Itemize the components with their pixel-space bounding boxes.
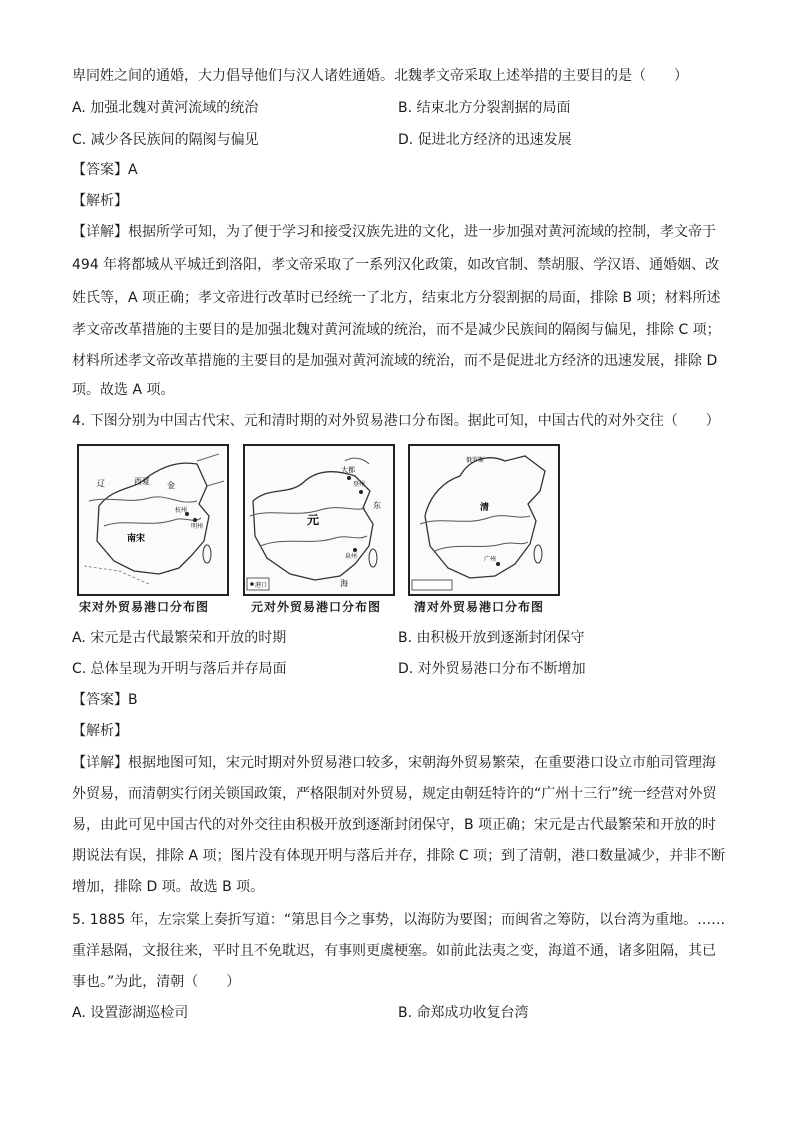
yuan-map-label: 登州 bbox=[353, 481, 366, 488]
q5-option-a: A. 设置澎湖巡检司 bbox=[72, 1005, 189, 1021]
q5-option-b: B. 命郑成功收复台湾 bbox=[398, 1005, 529, 1021]
qing-map-drawing bbox=[410, 446, 558, 594]
q3-detail-line: 494 年将都城从平城迁到洛阳，孝文帝采取了一系列汉化政策，如改官制、禁胡服、学汉语、通婚姻、改 bbox=[72, 257, 720, 273]
q5-stem-line: 事也。”为此，清朝（ ） bbox=[72, 974, 241, 990]
q4-option-a: A. 宋元是古代最繁荣和开放的时期 bbox=[72, 630, 287, 646]
yuan-map-label: 东 bbox=[373, 501, 381, 510]
yuan-map-label: 大都 bbox=[341, 466, 355, 474]
q3-detail-line: 项。故选 A 项。 bbox=[72, 382, 175, 398]
q3-stem: 卑同姓之间的通婚，大力倡导他们与汉人诸姓通婚。北魏孝文帝采取上述举措的主要目的是（ ） bbox=[72, 68, 688, 84]
q4-detail-line: 增加，排除 D 项。故选 B 项。 bbox=[72, 879, 265, 895]
q4-detail-line: 【详解】根据地图可知，宋元时期对外贸易港口较多，宋朝海外贸易繁荣，在重要港口设立市舶司管理海 bbox=[72, 755, 716, 771]
song-map-drawing bbox=[79, 446, 227, 594]
song-map-label: 杭州 bbox=[175, 507, 188, 514]
song-map-label: 西夏 bbox=[134, 477, 150, 486]
q5-stem-line: 重洋悬隔，文报往来，平时且不免耽迟，有事则更虞梗塞。如前此法夷之变，海道不通，诸多阻隔，其已 bbox=[72, 943, 716, 959]
qing-map-label: 俄罗斯 bbox=[466, 457, 485, 464]
q3-analysis-label: 【解析】 bbox=[72, 193, 128, 209]
q4-detail-line: 外贸易，而清朝实行闭关锁国政策，严格限制对外贸易，规定由朝廷特许的“广州十三行”统一经营对外贸 bbox=[72, 786, 717, 802]
qing-map-caption: 清对外贸易港口分布图 bbox=[414, 600, 545, 614]
yuan-trade-map bbox=[243, 444, 395, 596]
q4-analysis-label: 【解析】 bbox=[72, 723, 128, 739]
q4-detail-line: 期说法有误，排除 A 项；图片没有体现开明与落后并存，排除 C 项；到了清朝，港口数量减少，并非不断 bbox=[72, 848, 726, 864]
yuan-map-caption: 元对外贸易港口分布图 bbox=[251, 600, 382, 614]
q3-detail-line: 姓氏等，A 项正确；孝文帝进行改革时已经统一了北方，结束北方分裂割据的局面，排除 B 项；材料所述 bbox=[72, 290, 721, 306]
q3-option-a: A. 加强北魏对黄河流域的统治 bbox=[72, 100, 259, 116]
qing-trade-map bbox=[408, 444, 560, 596]
yuan-map-label: 泉州 bbox=[345, 553, 358, 560]
q4-stem: 4. 下图分别为中国古代宋、元和清时期的对外贸易港口分布图。据此可知，中国古代的对外交往（ ） bbox=[72, 413, 720, 429]
yuan-map-label: 海 bbox=[340, 579, 348, 588]
qing-map-label: 广州 bbox=[484, 556, 497, 563]
q3-detail-line: 孝文帝改革措施的主要目的是加强北魏对黄河流域的统治，而不是减少民族间的隔阂与偏见，排除 C 项； bbox=[72, 322, 721, 338]
q4-option-b: B. 由积极开放到逐渐封闭保守 bbox=[398, 630, 585, 646]
q4-answer: 【答案】B bbox=[72, 692, 138, 708]
song-map-label: 明州 bbox=[191, 523, 204, 530]
q3-answer: 【答案】A bbox=[72, 162, 138, 178]
q3-option-d: D. 促进北方经济的迅速发展 bbox=[398, 132, 572, 148]
yuan-map-label: 元 bbox=[307, 513, 320, 527]
song-map-label: 金 bbox=[167, 481, 175, 490]
yuan-map-legend: 港口 bbox=[255, 582, 268, 589]
q3-detail-line: 材料所述孝文帝改革措施的主要目的是加强对黄河流域的统治，而不是促进北方经济的迅速发展，排除 D bbox=[72, 353, 718, 369]
q4-option-c: C. 总体呈现为开明与落后并存局面 bbox=[72, 661, 287, 677]
q3-detail-line: 【详解】根据所学可知，为了便于学习和接受汉族先进的文化，进一步加强对黄河流域的控制，孝文帝于 bbox=[72, 224, 716, 240]
q3-option-b: B. 结束北方分裂割据的局面 bbox=[398, 100, 571, 116]
qing-map-label: 清 bbox=[480, 503, 490, 513]
yuan-map-drawing bbox=[245, 446, 393, 594]
song-map-label: 辽 bbox=[97, 479, 105, 488]
q5-stem-line: 5. 1885 年，左宗棠上奏折写道：“第思目今之事势，以海防为要图；而闽省之筹防，以台湾为重地。…… bbox=[72, 912, 726, 928]
song-map-label: 南宋 bbox=[127, 534, 146, 544]
q4-detail-line: 易，由此可见中国古代的对外交往由积极开放到逐渐封闭保守，B 项正确；宋元是古代最繁荣和开放的时 bbox=[72, 817, 717, 833]
song-map-caption: 宋对外贸易港口分布图 bbox=[79, 600, 210, 614]
song-trade-map bbox=[77, 444, 229, 596]
q3-option-c: C. 减少各民族间的隔阂与偏见 bbox=[72, 132, 259, 148]
q4-option-d: D. 对外贸易港口分布不断增加 bbox=[398, 661, 586, 677]
